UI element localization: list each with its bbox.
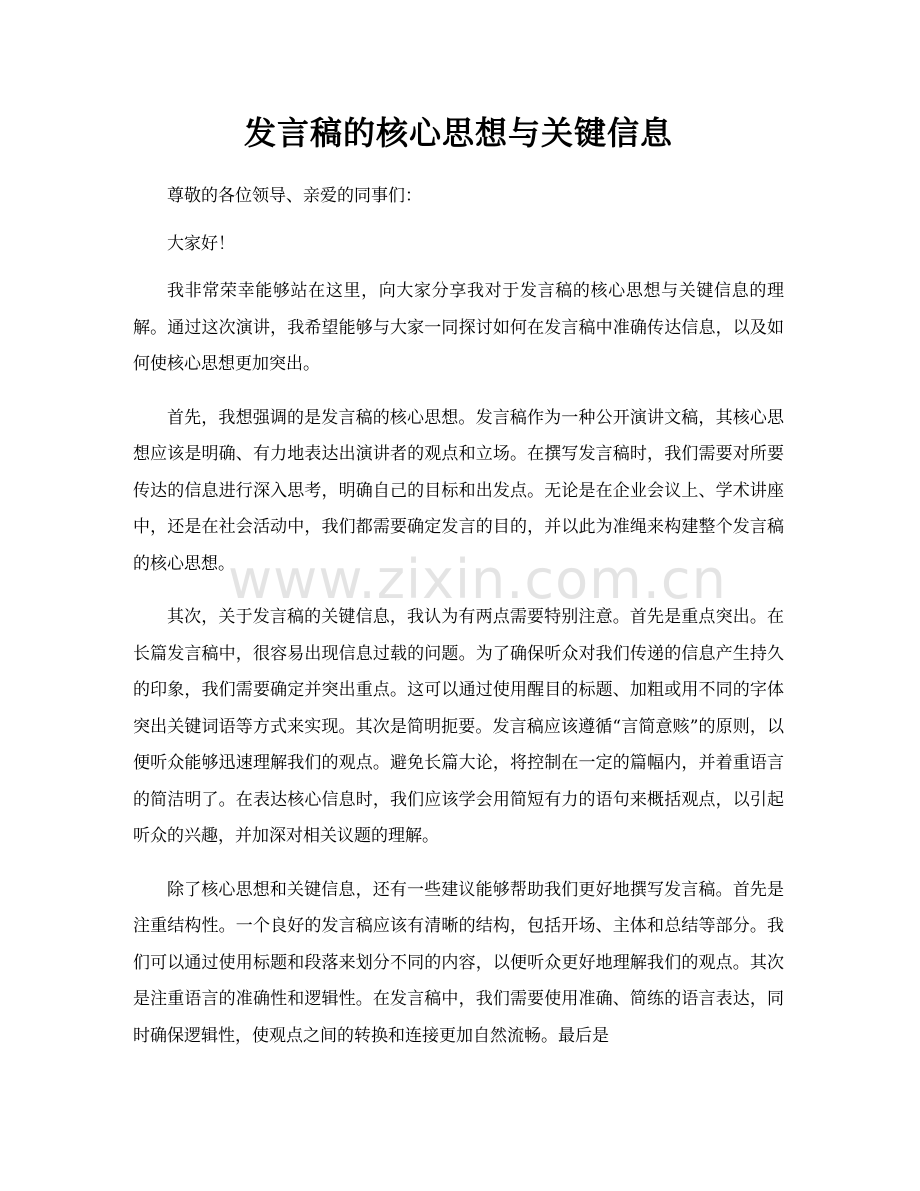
intro-paragraph: 我非常荣幸能够站在这里，向大家分享我对于发言稿的核心思想与关键信息的理解。通过这次演讲，我希望能够与大家一同探讨如何在发言稿中准确传达信息，以及如何使核心思想更加突出。 [133,281,784,374]
salutation-paragraph: 尊敬的各位领导、亲爱的同事们： [167,186,422,206]
key-info-paragraph: 其次，关于发言稿的关键信息，我认为有两点需要特别注意。首先是重点突出。在长篇发言稿中，很容易出现信息过载的问题。为了确保听众对我们传递的信息产生持久的印象，我们需要确定并突出重点。这可以通过使用醒目的标题、加粗或用不同的字体突出关键词语等方式来实现。其次是简明扼要。发言稿应该遵循“言简意赅”的原则，以便听众能够迅速理解我们的观点。避免长篇大论，将控制在一定的篇幅内，并着重语言的简洁明了。在表达核心信息时，我们应该学会用简短有力的语句来概括观点，以引起听众的兴趣，并加深对相关议题的理解。 [133,607,784,846]
core-idea-paragraph: 首先，我想强调的是发言稿的核心思想。发言稿作为一种公开演讲文稿，其核心思想应该是明确、有力地表达出演讲者的观点和立场。在撰写发言稿时，我们需要对所要传达的信息进行深入思考，明确自己的目标和出发点。无论是在企业会议上、学术讲座中，还是在社会活动中，我们都需要确定发言的目的，并以此为准绳来构建整个发言稿的核心思想。 [133,407,784,574]
greeting-paragraph: 大家好！ [167,233,235,254]
watermark-text: www.zixin.com.cn [228,548,727,611]
suggestions-paragraph: 除了核心思想和关键信息，还有一些建议能够帮助我们更好地撰写发言稿。首先是注重结构性。一个良好的发言稿应该有清晰的结构，包括开场、主体和总结等部分。我们可以通过使用标题和段落来划分不同的内容，以便听众更好地理解我们的观点。其次是注重语言的准确性和逻辑性。在发言稿中，我们需要使用准确、简练的语言表达，同时确保逻辑性，使观点之间的转换和连接更加自然流畅。最后是 [133,879,784,1046]
page-title: 发言稿的核心思想与关键信息 [243,114,673,152]
document-body [133,178,784,1054]
